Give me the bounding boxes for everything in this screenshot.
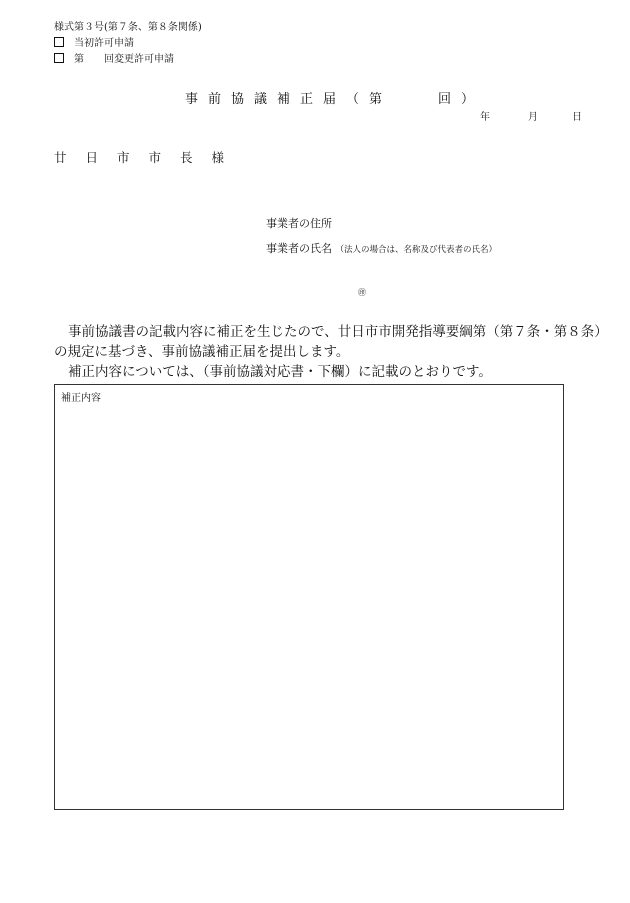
applicant-name-note: （法人の場合は、名称及び代表者の氏名）	[335, 245, 498, 255]
applicant-address-label: 事業者の住所	[266, 217, 332, 230]
option-initial-label: 当初許可申請	[74, 38, 134, 49]
body-line-3: 補正内容については、（事前協議対応書・下欄）に記載のとおりです。	[68, 364, 492, 380]
form-number: 様式第３号(第７条、第８条関係)	[54, 22, 202, 33]
correction-content-label: 補正内容	[61, 393, 101, 404]
applicant-name-label: 事業者の氏名	[266, 242, 332, 255]
page-title: 事前協議補正届（第 回）	[185, 92, 485, 107]
option-change-label: 第 回変更許可申請	[74, 54, 174, 65]
date-day-label: 日	[572, 112, 582, 123]
seal-icon: ㊞	[358, 288, 366, 297]
option-initial-application[interactable]	[54, 34, 134, 49]
applicant-name-row	[266, 240, 497, 256]
date-year-label: 年	[480, 112, 490, 123]
correction-content-box[interactable]	[54, 384, 564, 810]
checkbox-initial[interactable]	[54, 37, 64, 47]
body-line-1: 事前協議書の記載内容に補正を生じたので、廿日市市開発指導要綱第（第７条・第８条）	[68, 324, 608, 340]
checkbox-change[interactable]	[54, 53, 64, 63]
body-line-2: の規定に基づき、事前協議補正届を提出します。	[54, 344, 350, 360]
addressee: 廿日市市長様	[54, 150, 244, 165]
option-change-application[interactable]	[54, 50, 174, 65]
date-month-label: 月	[528, 112, 538, 123]
seal-mark	[358, 280, 366, 299]
